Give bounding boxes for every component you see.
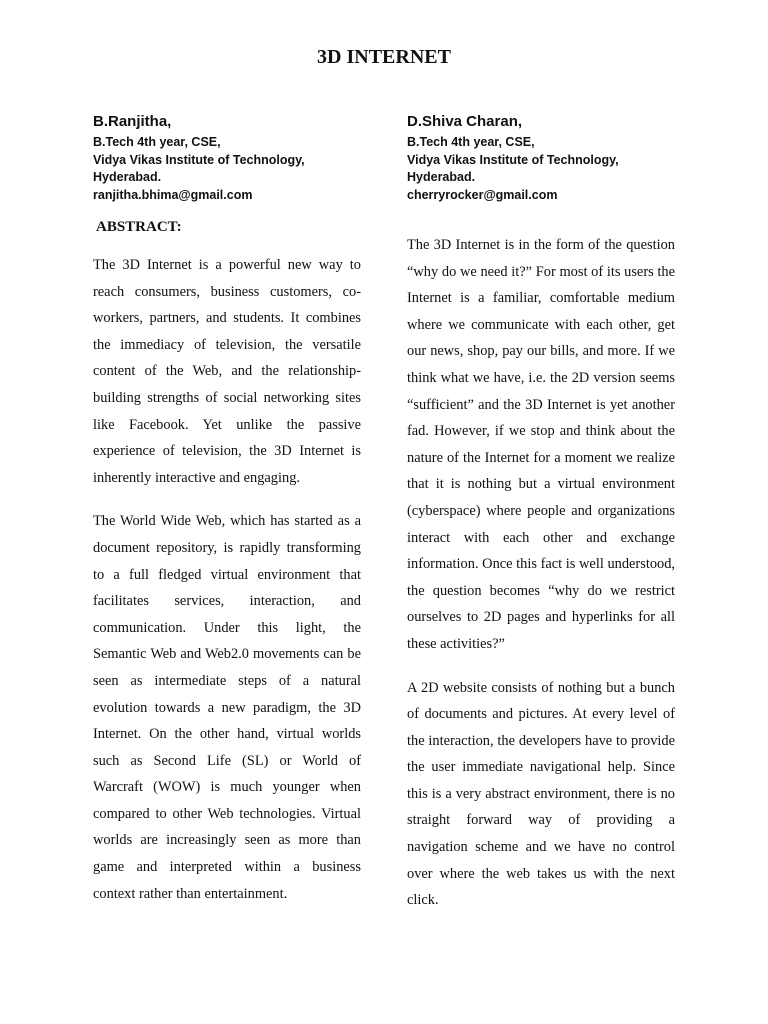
author-city: Hyderabad. bbox=[93, 170, 162, 184]
author-block-2 bbox=[407, 112, 707, 204]
author-email: cherryrocker@gmail.com bbox=[407, 187, 558, 202]
author-name: D.Shiva Charan, bbox=[407, 113, 523, 130]
right-column bbox=[407, 232, 675, 914]
author-email: ranjitha.bhima@gmail.com bbox=[93, 187, 253, 202]
author-degree: B.Tech 4th year, CSE, bbox=[93, 135, 221, 149]
author-name: B.Ranjitha, bbox=[93, 113, 172, 130]
paragraph: The 3D Internet is a powerful new way to reach consumers, business customers, co-workers, partners, and students. It combines the immediacy of television, the versatile content of the Web, and the relationship-building strengths of social networking sites like Facebook. Yet unlike the passive experience of television, the 3D Internet is inherently interactive and engaging. bbox=[93, 257, 361, 486]
author-degree: B.Tech 4th year, CSE, bbox=[407, 135, 535, 149]
abstract-heading: ABSTRACT: bbox=[96, 219, 182, 235]
left-column bbox=[93, 252, 361, 907]
author-block-1 bbox=[93, 112, 393, 204]
paragraph: The World Wide Web, which has started as a document repository, is rapidly transforming to a full fledged virtual environment that facilitates services, interaction, and communication. Under this light, the Semantic Web and Web2.0 movements can be seen as intermediate steps of a natural evolution towards a new paradigm, the 3D Internet. On the other hand, virtual worlds such as Second Life (SL) or World of Warcraft (WOW) is much younger when compared to other Web technologies. Virtual worlds are increasingly seen as more than game and interpreted within a business context rather than entertainment. bbox=[93, 513, 361, 902]
author-institute: Vidya Vikas Institute of Technology, bbox=[407, 152, 619, 167]
author-city: Hyderabad. bbox=[407, 170, 476, 184]
paragraph: The 3D Internet is in the form of the question “why do we need it?” For most of its users the Internet is a familiar, comfortable medium where we communicate with each other, get our news, shop, pay our bills, and more. If we think what we have, i.e. the 2D version seems “sufficient” and the 3D Internet is yet another fad. However, if we stop and think about the nature of the Internet for a moment we realize that it is nothing but a virtual environment (cyberspace) where people and organizations interact with each other and exchange information. Once this fact is well understood, the question becomes “why do we restrict ourselves to 2D pages and hyperlinks for all these activities?” bbox=[407, 237, 675, 652]
paper-title: 3D INTERNET bbox=[317, 46, 451, 68]
author-institute: Vidya Vikas Institute of Technology, bbox=[93, 152, 305, 167]
paragraph: A 2D website consists of nothing but a bunch of documents and pictures. At every level of the interaction, the developers have to provide the user immediate navigational help. Since this is a very abstract environment, there is no straight forward way of providing a navigation scheme and we have no control over where the web takes us with the next click. bbox=[407, 679, 675, 909]
